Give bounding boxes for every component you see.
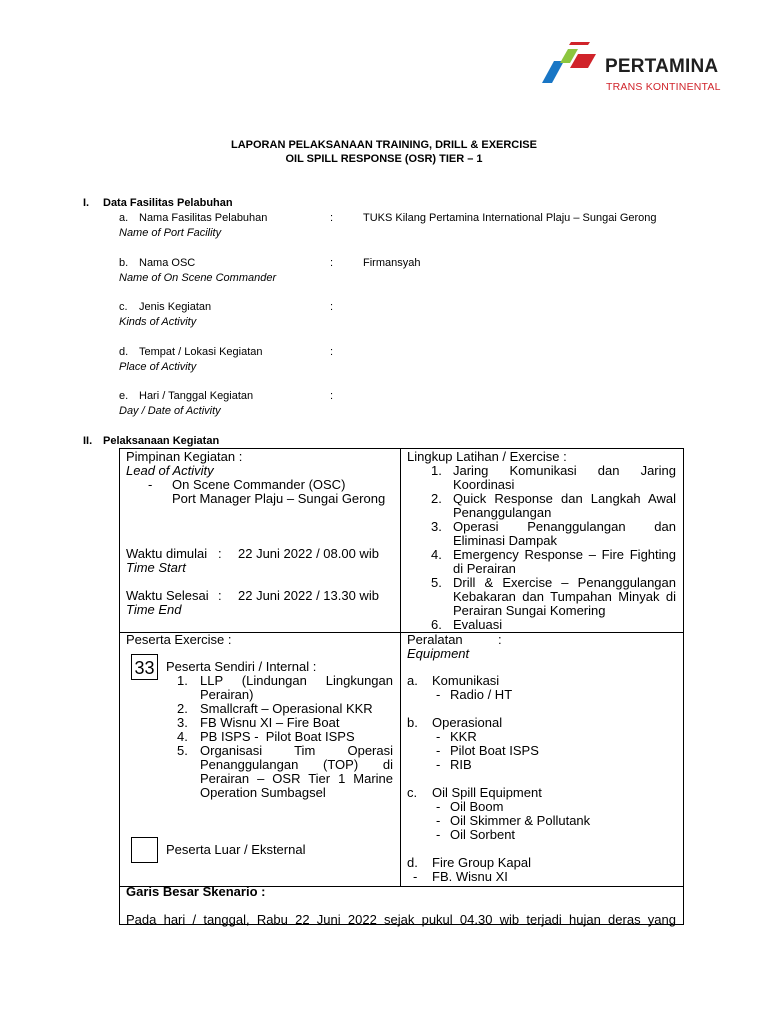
participant-item: FB Wisnu XI – Fire Boat xyxy=(200,715,340,730)
equipment-group-name: Oil Spill Equipment xyxy=(432,785,542,800)
end-time-value: 22 Juni 2022 / 13.30 wib xyxy=(238,588,379,603)
table-column-divider xyxy=(400,449,401,887)
equipment-item: Oil Skimmer & Pollutank xyxy=(450,813,591,828)
scope-item: Evaluasi xyxy=(453,617,503,632)
item-colon: : xyxy=(330,301,334,313)
leader-dash: - xyxy=(148,477,153,492)
item-colon: : xyxy=(330,212,334,224)
equipment-dash: - xyxy=(436,729,441,744)
item-label: Tempat / Lokasi Kegiatan xyxy=(139,346,263,358)
leader-position: Port Manager Plaju – Sungai Gerong xyxy=(172,491,386,506)
start-time-colon: : xyxy=(218,546,222,561)
participant-number: 1. xyxy=(177,673,188,688)
item-colon: : xyxy=(330,390,334,402)
equipment-item: Pilot Boat ISPS xyxy=(450,743,539,758)
scenario-label: Garis Besar Skenario : xyxy=(126,884,266,899)
scope-item-number: 1. xyxy=(431,463,442,478)
start-time-value: 22 Juni 2022 / 08.00 wib xyxy=(238,546,379,561)
item-sub-label: Name of On Scene Commander xyxy=(119,272,277,284)
logo-subtitle: TRANS KONTINENTAL xyxy=(606,81,721,93)
item-colon: : xyxy=(330,257,334,269)
end-time-sub-label: Time End xyxy=(126,602,182,617)
item-sub-label: Kinds of Activity xyxy=(119,316,197,328)
equipment-dash: - xyxy=(436,743,441,758)
scope-item-number: 4. xyxy=(431,547,442,562)
scope-item: Operasi Penanggulangan dan Eliminasi Dampak xyxy=(453,519,676,548)
scope-item-number: 5. xyxy=(431,575,442,590)
participant-item: Organisasi Tim Operasi Penanggulangan (TOP) di Perairan – OSR Tier 1 Marine Operation Sumbagsel xyxy=(200,743,393,800)
end-time-label: Waktu Selesai xyxy=(126,588,209,603)
equipment-label: Peralatan xyxy=(407,632,463,647)
item-letter: b. xyxy=(119,257,129,269)
leader-role: On Scene Commander (OSC) xyxy=(172,477,346,492)
equipment-group-letter: b. xyxy=(407,715,418,730)
section-heading: Pelaksanaan Kegiatan xyxy=(103,435,220,447)
item-label: Jenis Kegiatan xyxy=(139,301,212,313)
external-count-box xyxy=(131,837,158,863)
scope-item-number: 2. xyxy=(431,491,442,506)
leader-sub-label: Lead of Activity xyxy=(126,463,214,478)
equipment-dash: - xyxy=(436,799,441,814)
participant-item: PB ISPS - Pilot Boat ISPS xyxy=(200,729,355,744)
item-letter: d. xyxy=(119,346,129,358)
activity-table xyxy=(119,448,684,925)
report-subtitle: OIL SPILL RESPONSE (OSR) TIER – 1 xyxy=(285,153,483,165)
scope-item: Quick Response dan Langkah Awal Penanggulangan xyxy=(453,491,676,520)
equipment-item: RIB xyxy=(450,757,472,772)
section-number: I. xyxy=(83,197,90,209)
equipment-item: FB. Wisnu XI xyxy=(432,869,508,884)
scope-item: Drill & Exercise – Penanggulangan Kebakaran dan Tumpahan Minyak di Perairan Sungai Komering xyxy=(453,575,676,618)
equipment-group-letter: d. xyxy=(407,855,418,870)
equipment-item: KKR xyxy=(450,729,477,744)
equipment-colon: : xyxy=(498,632,502,647)
equipment-item: Oil Sorbent xyxy=(450,827,516,842)
equipment-sub-label: Equipment xyxy=(407,646,470,661)
logo-name: PERTAMINA xyxy=(605,56,719,77)
item-label: Hari / Tanggal Kegiatan xyxy=(139,390,254,402)
equipment-group-letter: c. xyxy=(407,785,418,800)
start-time-sub-label: Time Start xyxy=(126,560,186,575)
equipment-group-name: Komunikasi xyxy=(432,673,500,688)
section-number: II. xyxy=(83,435,93,447)
equipment-group-name: Fire Group Kapal xyxy=(432,855,531,870)
participant-item: Smallcraft – Operasional KKR xyxy=(200,701,373,716)
participant-item: LLP (Lindungan Lingkungan Perairan) xyxy=(200,673,393,702)
equipment-item: Oil Boom xyxy=(450,799,504,814)
equipment-dash: - xyxy=(436,687,441,702)
item-sub-label: Name of Port Facility xyxy=(119,227,222,239)
scope-item: Jaring Komunikasi dan Jaring Koordinasi xyxy=(453,463,676,492)
report-title: LAPORAN PELAKSANAAN TRAINING, DRILL & EXERCISE xyxy=(231,139,537,151)
item-letter: c. xyxy=(119,301,128,313)
start-time-label: Waktu dimulai xyxy=(126,546,208,561)
equipment-group-letter: a. xyxy=(407,673,418,688)
equipment-dash: - xyxy=(436,827,441,842)
end-time-colon: : xyxy=(218,588,222,603)
item-sub-label: Day / Date of Activity xyxy=(119,405,221,417)
participant-number: 5. xyxy=(177,743,188,758)
internal-participants-label: Peserta Sendiri / Internal : xyxy=(166,659,317,674)
equipment-dash: - xyxy=(413,869,418,884)
leader-label: Pimpinan Kegiatan : xyxy=(126,449,243,464)
scenario-text: Pada hari / tanggal, Rabu 22 Juni 2022 sejak pukul 04.30 wib terjadi hujan deras yang xyxy=(126,912,676,927)
participant-number: 4. xyxy=(177,729,188,744)
item-letter: a. xyxy=(119,212,129,224)
external-participants-label: Peserta Luar / Eksternal xyxy=(166,842,306,857)
section-heading: Data Fasilitas Pelabuhan xyxy=(103,197,233,209)
item-colon: : xyxy=(330,346,334,358)
scope-item-number: 3. xyxy=(431,519,442,534)
item-value: Firmansyah xyxy=(363,257,421,269)
equipment-dash: - xyxy=(436,757,441,772)
item-letter: e. xyxy=(119,390,129,402)
scope-item: Emergency Response – Fire Fighting di Perairan xyxy=(453,547,676,576)
pertamina-logo-icon xyxy=(540,42,598,84)
participants-label: Peserta Exercise : xyxy=(126,632,232,647)
equipment-item: Radio / HT xyxy=(450,687,513,702)
equipment-group-name: Operasional xyxy=(432,715,503,730)
scope-item-number: 6. xyxy=(431,617,442,632)
item-value: TUKS Kilang Pertamina International Plaju – Sungai Gerong xyxy=(363,212,657,224)
item-label: Nama Fasilitas Pelabuhan xyxy=(139,212,268,224)
participant-number: 2. xyxy=(177,701,188,716)
equipment-dash: - xyxy=(436,813,441,828)
item-sub-label: Place of Activity xyxy=(119,361,197,373)
scope-label: Lingkup Latihan / Exercise : xyxy=(407,449,567,464)
participant-number: 3. xyxy=(177,715,188,730)
internal-count: 33 xyxy=(134,658,155,678)
item-label: Nama OSC xyxy=(139,257,196,269)
internal-count-box xyxy=(131,654,158,680)
